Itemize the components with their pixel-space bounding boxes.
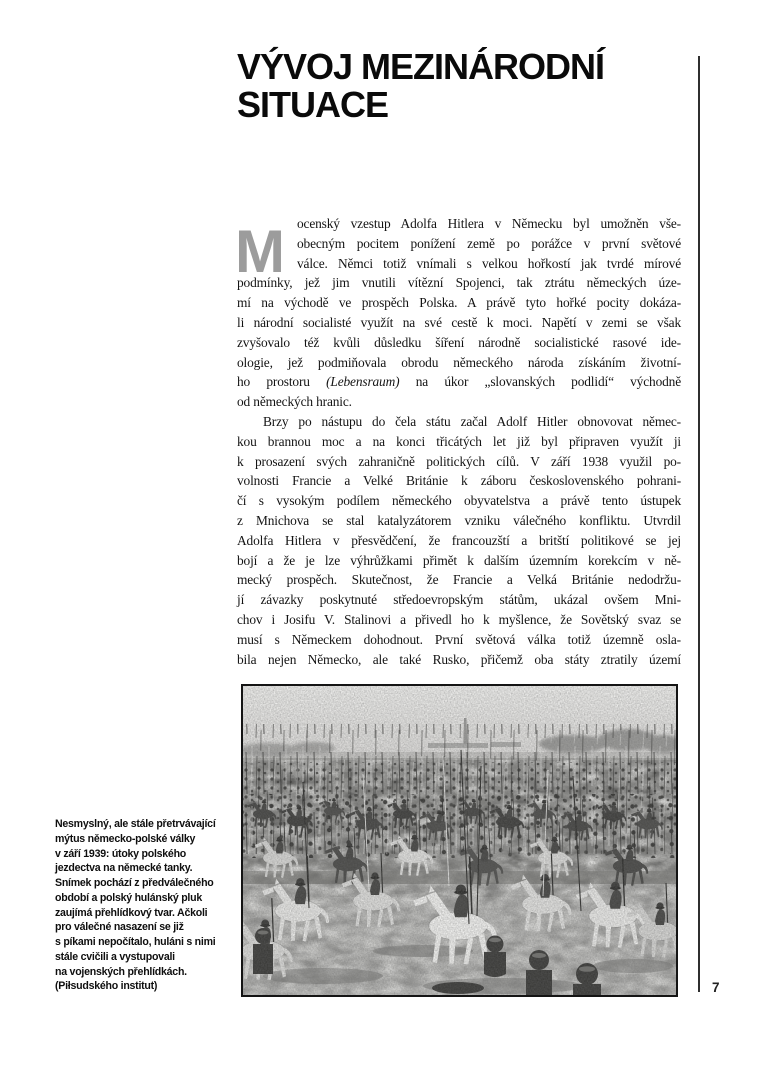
body-text-line: jí závazky poskytnuté středoevropským státům, ukázal ovšem Mni- (237, 592, 681, 608)
body-text-line: zvyšovalo též kvůli důsledku šíření národně socialistické rasové ide- (237, 334, 681, 350)
chapter-title-line-1: VÝVOJ MEZINÁRODNÍ (237, 46, 605, 87)
body-text-line: podmínky, jež jim vnutili vítězní Spojenci, tak ztrátu německých úze- (237, 275, 681, 291)
caption-line: Nesmyslný, ale stále přetrvávající (55, 818, 216, 830)
page-number: 7 (712, 980, 720, 995)
body-text-line: ologie, jež podmiňovala obrodu německého národa získáním životní- (237, 354, 681, 370)
body-text-column (237, 214, 681, 669)
body-text-line: ocenský vzestup Adolfa Hitlera v Německu byl umožněn vše- (297, 216, 681, 231)
body-text-line: Adolfa Hitlera v přesvědčení, že francouzští a britští politikové se jej (237, 532, 681, 548)
body-text-line: bojí a že je lze výhrůžkami přimět k dalším územním korekcím v ně- (237, 552, 681, 568)
body-text-line: li národní socialisté využít na své cestě k moci. Napětí v zemi se však (237, 314, 681, 330)
body-text-line: mecký prospěch. Skutečnost, že Francie a Velká Británie nedodržu- (237, 572, 681, 588)
body-text-line: válce. Němci totiž vnímali s velkou hořkostí jak tvrdé mírové (297, 255, 681, 271)
body-text-line: Brzy po nástupu do čela státu začal Adolf Hitler obnovovat němec- (263, 413, 681, 429)
caption-line: (Piłsudského institut) (55, 980, 158, 993)
caption-line: zaujímá přehlídkový tvar. Ačkoli (55, 906, 208, 919)
body-text-line: musí s Německem dohodnout. První světová válka totiž územně osla- (237, 631, 681, 647)
body-text-line: z Mnichova se stal katalyzátorem vzniku válečného konfliktu. Utvrdil (237, 512, 681, 528)
body-text-line: obecným pocitem ponížení země po porážce v první světové (297, 235, 681, 251)
cavalry-photo (243, 686, 676, 995)
photo-caption (55, 817, 247, 994)
body-text-line: volnosti Francie a Velké Británie k záboru československého pohrani- (237, 473, 681, 489)
caption-line: Snímek pochází z předválečného (55, 877, 214, 889)
body-text-line: mí na východě ve prospěch Polska. A právě tyto hořké pocity dokáza- (237, 295, 681, 311)
body-text-line: čí s vysokým podílem německého obyvatelstva a právě tento ústupek (237, 493, 681, 509)
caption-line: období a polský hulánský pluk (55, 891, 202, 904)
body-text-line: od německých hranic. (237, 394, 352, 410)
photo-frame (241, 684, 678, 997)
caption-line: stále cvičili a vystupovali (55, 950, 175, 963)
caption-line: v září 1939: útoky polského (55, 847, 187, 860)
body-text-line: ho prostoru (Lebensraum) na úkor „slovanských podlidí“ východně (237, 374, 681, 390)
caption-line: mýtus německo-polské války (55, 832, 196, 845)
paragraph-1 (237, 214, 681, 412)
drop-cap: M (235, 218, 285, 285)
caption-line: jezdectva na německé tanky. (55, 862, 193, 875)
caption-line: s píkami nepočítalo, huláni s nimi (55, 936, 216, 948)
body-text-line: chov i Josifu V. Stalinovi a přivedl ho k myšlence, že Sovětský svaz se (237, 611, 681, 627)
body-text-line: k prosazení svých zahraničně politických cílů. V září 1938 využil po- (237, 453, 681, 469)
caption-line: na vojenských přehlídkách. (55, 965, 187, 978)
vertical-rule (698, 56, 700, 992)
chapter-title (237, 48, 604, 124)
body-text-line: bila nejen Německo, ale také Rusko, přičemž oba státy ztratily území (237, 651, 681, 667)
chapter-title-line-2: SITUACE (237, 84, 389, 125)
caption-line: pro válečné nasazení se již (55, 921, 184, 934)
paragraph-2 (237, 412, 681, 669)
body-text-line: kou brannou moc a na konci třicátých let již byl připraven využít ji (237, 433, 681, 449)
